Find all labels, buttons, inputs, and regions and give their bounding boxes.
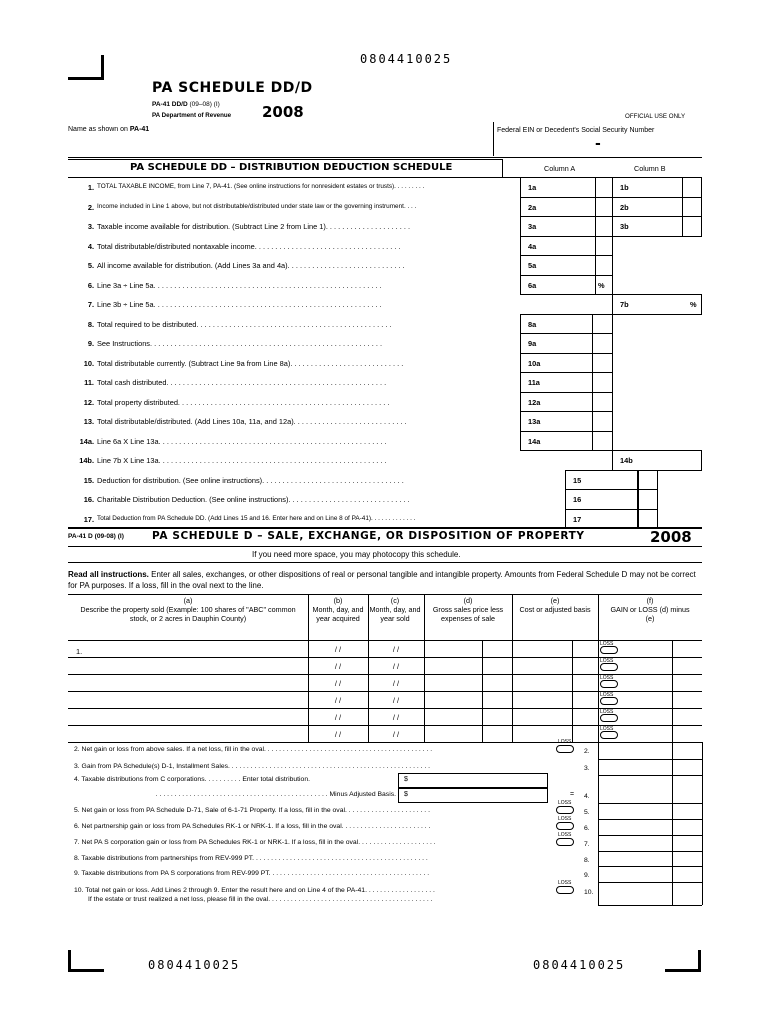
dd-total-cents-cell[interactable] xyxy=(638,470,658,491)
d-amount-cell[interactable] xyxy=(599,760,671,774)
d-column-divider xyxy=(424,594,425,742)
d-col-b-id: (b) xyxy=(333,596,343,605)
dd-line-number: 9. xyxy=(87,339,94,348)
d-summary-line-number: 6. xyxy=(584,825,590,832)
d-summary-line-text: 4. Taxable distributions from C corporations. . . . . . . . . . Enter total distribution. xyxy=(74,776,310,783)
ein-dash: - xyxy=(595,136,601,152)
dd-column-a-divider-lower xyxy=(592,314,593,451)
d-summary-line-text: 5. Net gain or loss from PA Schedule D-71, Sale of 6-1-71 Property. If a loss, fill in the oval. . . . . . . . . . . . . . . . . . . . . . . xyxy=(74,807,430,814)
d-date-sold-slashes[interactable]: / / xyxy=(392,696,400,705)
d-column-divider xyxy=(482,640,483,742)
d-summary-line-text: 2. Net gain or loss from above sales. If a net loss, fill in the oval. . . . . . . . . . . . . . . . . . . . . . . . . . . . . . . . . . . . . . . . . . . . . xyxy=(74,746,433,753)
dd-line-number: 8. xyxy=(87,319,94,329)
d-col-c-header xyxy=(368,596,422,623)
dd-line-text: Charitable Distribution Deduction. (See online instructions). . . . . . . . . . . . . . . . . . . . . . . . . . . . . . xyxy=(97,495,410,504)
dd-line-text: Total distributable/distributed nontaxable income. . . . . . . . . . . . . . . . . . . . . . . . . . . . . . . . . . . . xyxy=(97,241,401,251)
dd-line-text: Taxable income available for distribution. (Subtract Line 2 from Line 1). . . . . . . . . . . . . . . . . . . . . xyxy=(97,222,411,231)
department: PA Department of Revenue xyxy=(152,112,232,119)
d-col-d-header xyxy=(424,596,512,623)
dd-line-text: Line 3a ÷ Line 5a. . . . . . . . . . . . . . . . . . . . . . . . . . . . . . . . . . . . . . . . . . . . . . . . . . . . . . . . xyxy=(97,280,382,290)
d-amount-column-right xyxy=(702,742,703,905)
d-form-id: PA-41 D (09-08) (I) xyxy=(68,533,124,540)
d-col-a-id: (a) xyxy=(183,596,193,605)
d-colhead-top xyxy=(68,594,702,595)
corner-mark-bottom-left xyxy=(68,950,104,972)
d-column-divider xyxy=(598,594,599,742)
dd-line-number: 14a. xyxy=(79,436,94,446)
barcode-bottom-right: 0804410025 xyxy=(533,958,626,972)
d-column-divider xyxy=(572,640,573,742)
dd-line-number: 12. xyxy=(83,397,94,407)
d-summary-line-number: 9. xyxy=(584,872,590,879)
dd-column-a-cell-id: 6a xyxy=(528,280,537,290)
d-col-d-id: (d) xyxy=(463,596,473,605)
form-id xyxy=(152,101,220,108)
form-year: 2008 xyxy=(262,103,304,121)
d-col-f-id: (f) xyxy=(646,596,654,605)
d-top-rule xyxy=(68,527,702,529)
dd-column-b-header: Column B xyxy=(634,164,666,173)
name-field-line xyxy=(68,157,702,158)
d-col-d-text: Gross sales price less expenses of sale xyxy=(432,605,504,623)
d-total-distribution-box[interactable] xyxy=(398,773,548,788)
dd-line-text: Total required to be distributed. . . . . . . . . . . . . . . . . . . . . . . . . . . . . . . . . . . . . . . . . . . . . . . . xyxy=(97,319,392,329)
dd-line-text: Total Deduction from PA Schedule DD. (Add Lines 15 and 16. Enter here and on Line 8 of PA-41). . . . . . . . . . . . . xyxy=(97,514,416,522)
dd-percent-sign: % xyxy=(598,280,605,290)
d-loss-label: LOSS xyxy=(558,800,572,806)
d-loss-label: LOSS xyxy=(558,739,572,745)
d-summary-line-number: 8. xyxy=(584,857,590,864)
dd-column-a-cell-id: 12a xyxy=(528,397,541,407)
d-date-acquired-slashes[interactable]: / / xyxy=(334,662,342,671)
d-row1-label: 1. xyxy=(76,647,83,656)
d-summary-line-text: 6. Net partnership gain or loss from PA Schedules RK-1 or NRK-1. If a loss, fill in the oval. . . . . . . . . . . . . . . . . . . . . . . . xyxy=(74,823,431,830)
dd-column-a-cell-id: 2a xyxy=(528,202,537,212)
d-col-a-text: Describe the property sold (Example: 100 shares of "ABC" common stock, or 2 acres in Dauphin County) xyxy=(80,605,296,623)
dd-line-number: 4. xyxy=(87,241,94,251)
d-year: 2008 xyxy=(650,528,692,546)
d-loss-label: LOSS xyxy=(600,674,614,681)
d-col-e-header xyxy=(512,596,598,614)
dd-line-text: Total distributable currently. (Subtract Line 9a from Line 8a). . . . . . . . . . . . . . . . . . . . . . . . . . . . xyxy=(97,358,404,368)
d-summary-line-text: 10. Total net gain or loss. Add Lines 2 through 9. Enter the result here and on Line 4 of the PA-41. . . . . . . . . . . . . . . . . . . xyxy=(74,887,435,894)
barcode-top: 0804410025 xyxy=(360,52,453,66)
d-amount-cell[interactable] xyxy=(599,836,671,850)
d-col-c-text: Month, day, and year sold xyxy=(369,605,421,623)
dd-column-b-cell-id: 3b xyxy=(620,222,629,231)
d-amount-cell[interactable] xyxy=(599,804,671,818)
dd-line-text: See Instructions. . . . . . . . . . . . . . . . . . . . . . . . . . . . . . . . . . . . . . . . . . . . . . . . . . . . . . . . . xyxy=(97,339,383,348)
dd-column-a-cell-id: 10a xyxy=(528,358,541,368)
d-line10-subtext: If the estate or trust realized a net loss, please fill in the oval. . . . . . . . . . . . . . . . . . . . . . . . . . . . . . . . . . . . . . . . . . . . xyxy=(88,896,433,903)
dd-line-number: 14b. xyxy=(79,456,94,465)
d-summary-line-number: 4. xyxy=(584,793,590,800)
dd-line-number: 5. xyxy=(87,261,94,270)
dollar-sign: $ xyxy=(404,776,408,783)
d-amount-cell[interactable] xyxy=(599,883,671,904)
dd-column-a-divider xyxy=(595,177,596,294)
d-loss-oval[interactable] xyxy=(556,745,574,753)
d-date-acquired-slashes[interactable]: / / xyxy=(334,679,342,688)
ein-label: Federal EIN or Decedent's Social Security Number xyxy=(497,127,655,134)
name-label-form: PA-41 xyxy=(129,126,150,133)
d-photocopy-bottom xyxy=(68,562,702,563)
d-title: PA SCHEDULE D – SALE, EXCHANGE, OR DISPOSITION OF PROPERTY xyxy=(152,530,585,542)
d-summary-line-number: 5. xyxy=(584,809,590,816)
dd-column-a-cell-id: 14a xyxy=(528,436,541,446)
d-amount-cell[interactable] xyxy=(599,820,671,834)
official-use-label: OFFICIAL USE ONLY xyxy=(625,113,686,120)
d-property-description-input[interactable] xyxy=(70,693,305,706)
dd-column-a-cell-id: 1a xyxy=(528,183,537,192)
dd-line-text: Line 7b X Line 13a. . . . . . . . . . . . . . . . . . . . . . . . . . . . . . . . . . . . . . . . . . . . . . . . . . . . . . . . xyxy=(97,456,387,465)
d-col-c-id: (c) xyxy=(390,596,400,605)
dollar-sign: $ xyxy=(404,791,408,798)
form-id-code: PA-41 DD/D xyxy=(152,101,188,108)
d-loss-label: LOSS xyxy=(558,832,572,838)
d-summary-line-text: 3. Gain from PA Schedule(s) D-1, Installment Sales. . . . . . . . . . . . . . . . . . . . . . . . . . . . . . . . . . . . . . . . . . . . . . . . . . . . . . xyxy=(74,763,431,770)
name-label xyxy=(68,126,149,133)
dd-total-cents-cell[interactable] xyxy=(638,489,658,510)
corner-mark-bottom-right xyxy=(665,950,701,972)
d-loss-label: LOSS xyxy=(600,657,614,664)
d-loss-label: LOSS xyxy=(600,691,614,698)
d-property-description-input[interactable] xyxy=(70,727,305,740)
d-date-sold-slashes[interactable]: / / xyxy=(392,679,400,688)
dd-line-text: Line 3b ÷ Line 5a. . . . . . . . . . . . . . . . . . . . . . . . . . . . . . . . . . . . . . . . . . . . . . . . . . . . . . . . xyxy=(97,300,382,309)
d-loss-oval[interactable] xyxy=(600,714,618,722)
d-property-description-input[interactable] xyxy=(70,676,305,689)
name-label-text: Name as shown on xyxy=(68,126,128,133)
d-loss-oval[interactable] xyxy=(600,697,618,705)
d-col-e-id: (e) xyxy=(550,596,560,605)
d-col-b-header xyxy=(308,596,368,623)
dd-line-text: Total distributable/distributed. (Add Lines 10a, 11a, and 12a). . . . . . . . . . . . . . . . . . . . . . . . . . . . xyxy=(97,417,407,426)
d-instructions-text: Enter all sales, exchanges, or other dispositions of real or personal tangible and intangible property. Amounts from Federal Schedule D may not be correct for PA purposes. If a loss, fill in the oval next to the line. xyxy=(68,570,696,590)
d-loss-oval[interactable] xyxy=(600,731,618,739)
dd-line-text: Total cash distributed. . . . . . . . . . . . . . . . . . . . . . . . . . . . . . . . . . . . . . . . . . . . . . . . . . . . . . xyxy=(97,378,387,387)
d-amount-column-cents xyxy=(672,742,673,905)
d-col-f-header xyxy=(598,596,702,623)
d-adjusted-basis-box[interactable] xyxy=(398,788,548,803)
d-loss-label: LOSS xyxy=(600,708,614,715)
d-loss-oval[interactable] xyxy=(600,663,618,671)
dd-column-a-cell-id: 9a xyxy=(528,339,537,348)
dd-line-text: Line 6a X Line 13a. . . . . . . . . . . . . . . . . . . . . . . . . . . . . . . . . . . . . . . . . . . . . . . . . . . . . . . . xyxy=(97,436,387,446)
d-loss-oval[interactable] xyxy=(556,838,574,846)
dd-column-b-cell-id: 14b xyxy=(620,456,633,465)
dd-line-number: 17. xyxy=(83,514,94,524)
d-column-divider xyxy=(308,594,309,742)
barcode-bottom-left: 0804410025 xyxy=(148,958,241,972)
dd-column-b-cell-id: 7b xyxy=(620,300,629,309)
d-instructions-bold: Read all instructions. xyxy=(68,570,149,579)
dd-column-a-cell-id: 4a xyxy=(528,241,537,251)
form-id-rev: (09–08) (I) xyxy=(189,101,220,108)
dd-title: PA SCHEDULE DD – DISTRIBUTION DEDUCTION SCHEDULE xyxy=(130,162,453,173)
dd-line-number: 7. xyxy=(87,300,94,309)
d-property-description-input[interactable] xyxy=(70,659,305,672)
d-summary-line-text: 9. Taxable distributions from PA S corporations from REV-999 PT. . . . . . . . . . . . . . . . . . . . . . . . . . . . . . . . . . . . . . . . . . . xyxy=(74,870,430,877)
d-loss-oval[interactable] xyxy=(600,646,618,654)
dd-column-a-cell-id: 8a xyxy=(528,319,537,329)
dd-line-text: TOTAL TAXABLE INCOME, from Line 7, PA-41. (See online instructions for nonresident estates or trusts). . . . . . . . . xyxy=(97,183,425,190)
dd-column-a-cell-id: 5a xyxy=(528,261,537,270)
dd-line-text: All income available for distribution. (Add Lines 3a and 4a). . . . . . . . . . . . . . . . . . . . . . . . . . . . . xyxy=(97,261,405,270)
d-property-description-input[interactable] xyxy=(90,642,305,655)
dd-column-b-divider xyxy=(682,177,683,236)
dd-column-a-cell-id: 13a xyxy=(528,417,541,426)
d-column-divider xyxy=(672,640,673,742)
dd-percent-sign: % xyxy=(690,300,697,309)
dd-line-text: Income included in Line 1 above, but not distributable/distributed under state law or the governing instrument. . . . xyxy=(97,202,417,210)
d-loss-label: LOSS xyxy=(558,880,572,886)
form-title: PA SCHEDULE DD/D xyxy=(152,80,313,96)
dd-line-number: 3. xyxy=(87,222,94,231)
dd-column-b-cell-id: 1b xyxy=(620,183,629,192)
dd-line-number: 1. xyxy=(87,183,94,192)
d-amount-cell[interactable] xyxy=(599,852,671,865)
d-loss-label: LOSS xyxy=(600,640,614,647)
dd-total-cell-id: 16 xyxy=(573,495,582,504)
dd-line-number: 11. xyxy=(84,378,94,387)
d-loss-oval[interactable] xyxy=(556,822,574,830)
d-summary-line-number: 10. xyxy=(584,889,594,896)
dd-line-text: Total property distributed. . . . . . . . . . . . . . . . . . . . . . . . . . . . . . . . . . . . . . . . . . . . . . . . . . . . xyxy=(97,397,390,407)
dd-total-cell-id: 15 xyxy=(573,475,582,485)
d-date-sold-slashes[interactable]: / / xyxy=(392,645,400,654)
d-loss-label: LOSS xyxy=(600,725,614,732)
d-amount-cell[interactable] xyxy=(599,867,671,881)
ein-divider xyxy=(493,122,494,156)
d-amount-cell[interactable] xyxy=(599,743,671,758)
d-amount-cell[interactable] xyxy=(599,776,671,802)
d-date-sold-slashes[interactable]: / / xyxy=(392,662,400,671)
corner-mark-top-left xyxy=(68,55,104,80)
d-date-sold-slashes[interactable]: / / xyxy=(392,730,400,739)
d-date-sold-slashes[interactable]: / / xyxy=(392,713,400,722)
dd-total-cell-id: 17 xyxy=(573,514,582,524)
name-input[interactable] xyxy=(70,137,488,155)
d-loss-label: LOSS xyxy=(558,816,572,822)
d-amount-rule xyxy=(598,905,702,906)
d-instructions xyxy=(68,569,702,591)
dd-column-b-cell-id: 2b xyxy=(620,202,629,212)
dd-column-a-cell-id: 3a xyxy=(528,222,537,231)
dd-line-number: 15. xyxy=(83,475,94,485)
d-date-acquired-slashes[interactable]: / / xyxy=(334,713,342,722)
d-column-divider xyxy=(512,594,513,742)
d-equals-sign: = xyxy=(570,791,575,798)
d-summary-line-number: 2. xyxy=(584,748,590,755)
d-col-f-text: GAIN or LOSS (d) minus (e) xyxy=(610,605,690,623)
dd-line-text: Deduction for distribution. (See online instructions). . . . . . . . . . . . . . . . . . . . . . . . . . . . . . . . . . . xyxy=(97,475,404,485)
d-date-acquired-slashes[interactable]: / / xyxy=(334,730,342,739)
d-date-acquired-slashes[interactable]: / / xyxy=(334,645,342,654)
d-summary-line-text: 7. Net PA S corporation gain or loss from PA Schedules RK-1 or NRK-1. If a loss, fill in the oval. . . . . . . . . . . . . . . . . . . . . xyxy=(74,839,436,846)
d-col-b-text: Month, day, and year acquired xyxy=(312,605,364,623)
d-loss-oval[interactable] xyxy=(600,680,618,688)
d-col-a-header xyxy=(68,596,308,623)
dd-line-number: 13. xyxy=(83,417,94,426)
d-summary-line-number: 3. xyxy=(584,765,590,772)
d-loss-oval[interactable] xyxy=(556,806,574,814)
d-title-bottom xyxy=(68,546,702,547)
d-summary-line-number: 7. xyxy=(584,841,590,848)
d-column-divider xyxy=(368,594,369,742)
dd-total-cents-cell[interactable] xyxy=(638,509,658,530)
dd-line-number: 6. xyxy=(87,280,94,290)
dd-line-number: 10. xyxy=(83,358,94,368)
d-summary-line-text: . . . . . . . . . . . . . . . . . . . . . . . . . . . . . . . . . . . . . . . . . . . . . . Minus Adjusted Basis. xyxy=(155,791,396,798)
dd-column-a-cell-id: 11a xyxy=(528,378,540,387)
d-photocopy-note: If you need more space, you may photocopy this schedule. xyxy=(252,550,461,559)
d-loss-oval[interactable] xyxy=(556,886,574,894)
d-property-description-input[interactable] xyxy=(70,710,305,723)
ein-input[interactable] xyxy=(500,140,698,155)
dd-line-number: 2. xyxy=(87,202,94,212)
d-summary-line-text: 8. Taxable distributions from partnerships from REV-999 PT. . . . . . . . . . . . . . . . . . . . . . . . . . . . . . . . . . . . . . . . . . . . . . . xyxy=(74,855,428,862)
d-col-e-text: Cost or adjusted basis xyxy=(519,605,591,614)
d-date-acquired-slashes[interactable]: / / xyxy=(334,696,342,705)
dd-column-a-header: Column A xyxy=(544,164,576,173)
dd-line-number: 16. xyxy=(83,495,94,504)
